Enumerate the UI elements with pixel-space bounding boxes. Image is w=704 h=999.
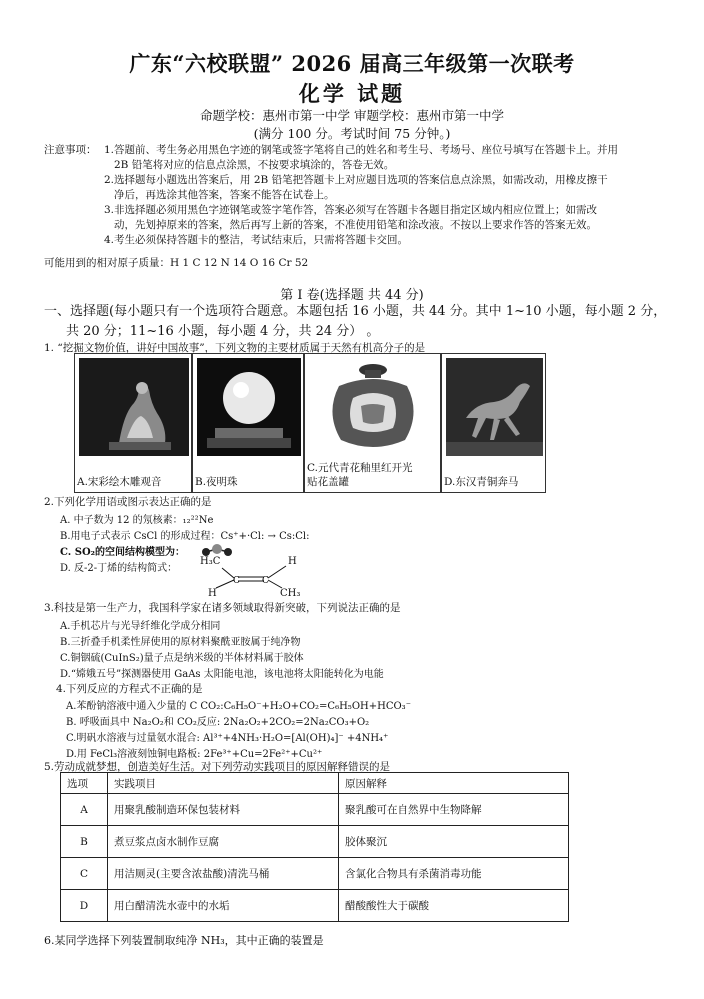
q1-stem: 1. “挖掘文物价值，讲好中国故事”，下列文物的主要材质属于天然有机高分子的是 [44,342,426,354]
q4-stem: 4.下列反应的方程式不正确的是 [56,683,203,695]
table-row [61,794,569,826]
q1-option-c-label-line2: 贴花盖罐 [307,476,349,488]
q3-option-a: A.手机芯片与光导纤维化学成分相同 [60,621,221,632]
q4-option-d: D.用 FeCl₃溶液刻蚀铜电路板: 2Fe³⁺+Cu=2Fe²⁺+Cu²⁺ [66,749,323,760]
q4-option-b: B. 呼吸面具中 Na₂O₂和 CO₂反应: 2Na₂O₂+2CO₂=2Na₂CO₃+O₂ [66,717,370,728]
q1-option-b [192,353,304,493]
q5-cell-project: 用白醋清洗水壶中的水垢 [108,890,339,922]
q1-option-c-label-line1: C.元代青花釉里红开光 [307,462,413,474]
q5-cell-option: D [61,890,108,922]
bronze-horse-image [446,358,543,456]
q5-cell-project: 用聚乳酸制造环保包装材料 [108,794,339,826]
q5-cell-option: B [61,826,108,858]
q5-cell-reason: 含氯化合物具有杀菌消毒功能 [339,858,569,890]
q5-header-reason: 原因解释 [339,773,569,794]
q4-option-c: C.明矾水溶液与过量氨水混合: Al³⁺+4NH₃·H₂O=[Al(OH)₄]⁻ +4NH₄⁺ [66,733,389,744]
q2-option-c: C. SO₂的空间结构模型为： [60,547,186,558]
q2-option-a: A. 中子数为 12 的氖核素：₁₂²²Ne [60,515,214,526]
structure-h3c: H₃C [200,556,221,567]
note-4: 4.考生必须保持答题卡的整洁，考试结束后，只需将答题卡交回。 [104,234,409,246]
q1-option-b-label: B.夜明珠 [195,476,238,488]
q5-cell-reason: 醋酸酸性大于碳酸 [339,890,569,922]
q1-option-d-label: D.东汉青铜奔马 [444,476,519,488]
q3-stem: 3.科技是第一生产力，我国科学家在诸多领域取得新突破，下列说法正确的是 [44,602,401,614]
so2-model-icon [200,543,234,557]
structure-bonds [200,556,300,602]
blue-white-jar-image [309,358,438,456]
q5-table [60,772,569,922]
q1-option-a [74,353,192,493]
q2-option-d: D. 反-2-丁烯的结构简式： [60,563,178,574]
atomic-masses: 可能用到的相对原子质量：H 1 C 12 N 14 O 16 Cr 52 [44,257,309,269]
q2-option-b: B.用电子式表示 CsCl 的形成过程：Cs⁺+·Cl: → Cs:Cl: [60,531,310,542]
note-2b: 净后，再选涂其他答案，答案不能答在试卷上。 [114,189,335,201]
q5-cell-reason: 胶体聚沉 [339,826,569,858]
q5-cell-option: A [61,794,108,826]
q1-option-a-label: A.宋彩绘木雕观音 [77,476,162,488]
table-row [61,826,569,858]
q2-stem: 2.下列化学用语或图示表达正确的是 [44,496,212,508]
q5-stem: 5.劳动成就梦想，创造美好生活。对下列劳动实践项目的原因解释错误的是 [44,761,391,773]
svg-text:C: C [233,576,240,586]
q5-cell-reason: 聚乳酸可在自然界中生物降解 [339,794,569,826]
q3-option-b: B.三折叠手机柔性屏使用的原材料聚酰亚胺属于纯净物 [60,637,301,648]
q1-image-row [74,353,546,493]
structure-ch3: CH₃ [280,588,301,599]
note-2a: 2.选择题每小题选出答案后，用 2B 铅笔把答题卡上对应题目选项的答案信息点涂黑，如需改动，用橡皮擦干 [104,174,608,186]
q5-header-row [61,773,569,794]
q5-cell-project: 煮豆浆点卤水制作豆腐 [108,826,339,858]
exam-title: 广东“六校联盟” 2026 届高三年级第一次联考 [129,51,575,76]
schools-line: 命题学校：惠州市第一中学 审题学校：惠州市第一中学 [200,108,504,123]
note-1a: 1.答题前、考生务必用黑色字迹的钢笔或签字笔将自己的姓名和考生号、考场号、座位号填写在答题卡上。并用 [104,144,619,156]
section-intro [44,302,684,342]
q3-option-c: C.铜铟硫(CuInS₂)量子点是纳米级的半体材料属于胶体 [60,653,304,664]
q5-cell-option: C [61,858,108,890]
q5-header-option: 选项 [61,773,108,794]
section-title: 第 I 卷(选择题 共 44 分) [280,288,424,303]
svg-text:C: C [262,576,269,586]
table-row [61,890,569,922]
section-intro-line2: 共 20 分；11~16 小题，每小题 4 分，共 24 分） 。 [66,324,380,339]
q1-option-c [304,353,441,493]
q6-stem: 6.某同学选择下列装置制取纯净 NH₃，其中正确的装置是 [44,934,324,947]
q5-header-project: 实践项目 [108,773,339,794]
q1-option-d [441,353,546,493]
note-3b: 动，先划掉原来的答案，然后再写上新的答案，不准使用铅笔和涂改液。不按以上要求作答的答案无效。 [114,219,597,231]
structure-h-top: H [288,556,297,567]
section-intro-line1: 一、选择题(每小题只有一个选项符合题意。本题包括 16 小题，共 44 分。其中 1~10 小题，每小题 2 分， [44,304,667,319]
subject-title: 化学 试题 [298,81,406,106]
structure-h-bottom: H [208,588,217,599]
exam-notes [44,143,674,248]
wood-guanyin-image [79,358,189,456]
q3-option-d: D.“嫦娥五号”探测器使用 GaAs 太阳能电池，该电池将太阳能转化为电能 [60,669,384,680]
trans-2-butene-structure [200,556,300,602]
q4-option-a: A.苯酚钠溶液中通入少量的 C CO₂:C₆H₅O⁻+H₂O+CO₂=C₆H₅OH+HCO₃⁻ [66,701,411,712]
note-1b: 2B 铅笔将对应的信息点涂黑，不按要求填涂的，答卷无效。 [114,159,395,171]
q5-cell-project: 用洁厕灵(主要含浓盐酸)清洗马桶 [108,858,339,890]
note-3a: 3.非选择题必须用黑色字迹钢笔或签字笔作答，答案必须写在答题卡各题目指定区域内相应位置上；如需改 [104,204,598,216]
table-row [61,858,569,890]
q1-option-c-label [307,461,413,489]
luminous-pearl-image [197,358,301,456]
score-time-line: (满分 100 分。考试时间 75 分钟。) [253,126,451,141]
notes-label: 注意事项： [44,144,97,156]
